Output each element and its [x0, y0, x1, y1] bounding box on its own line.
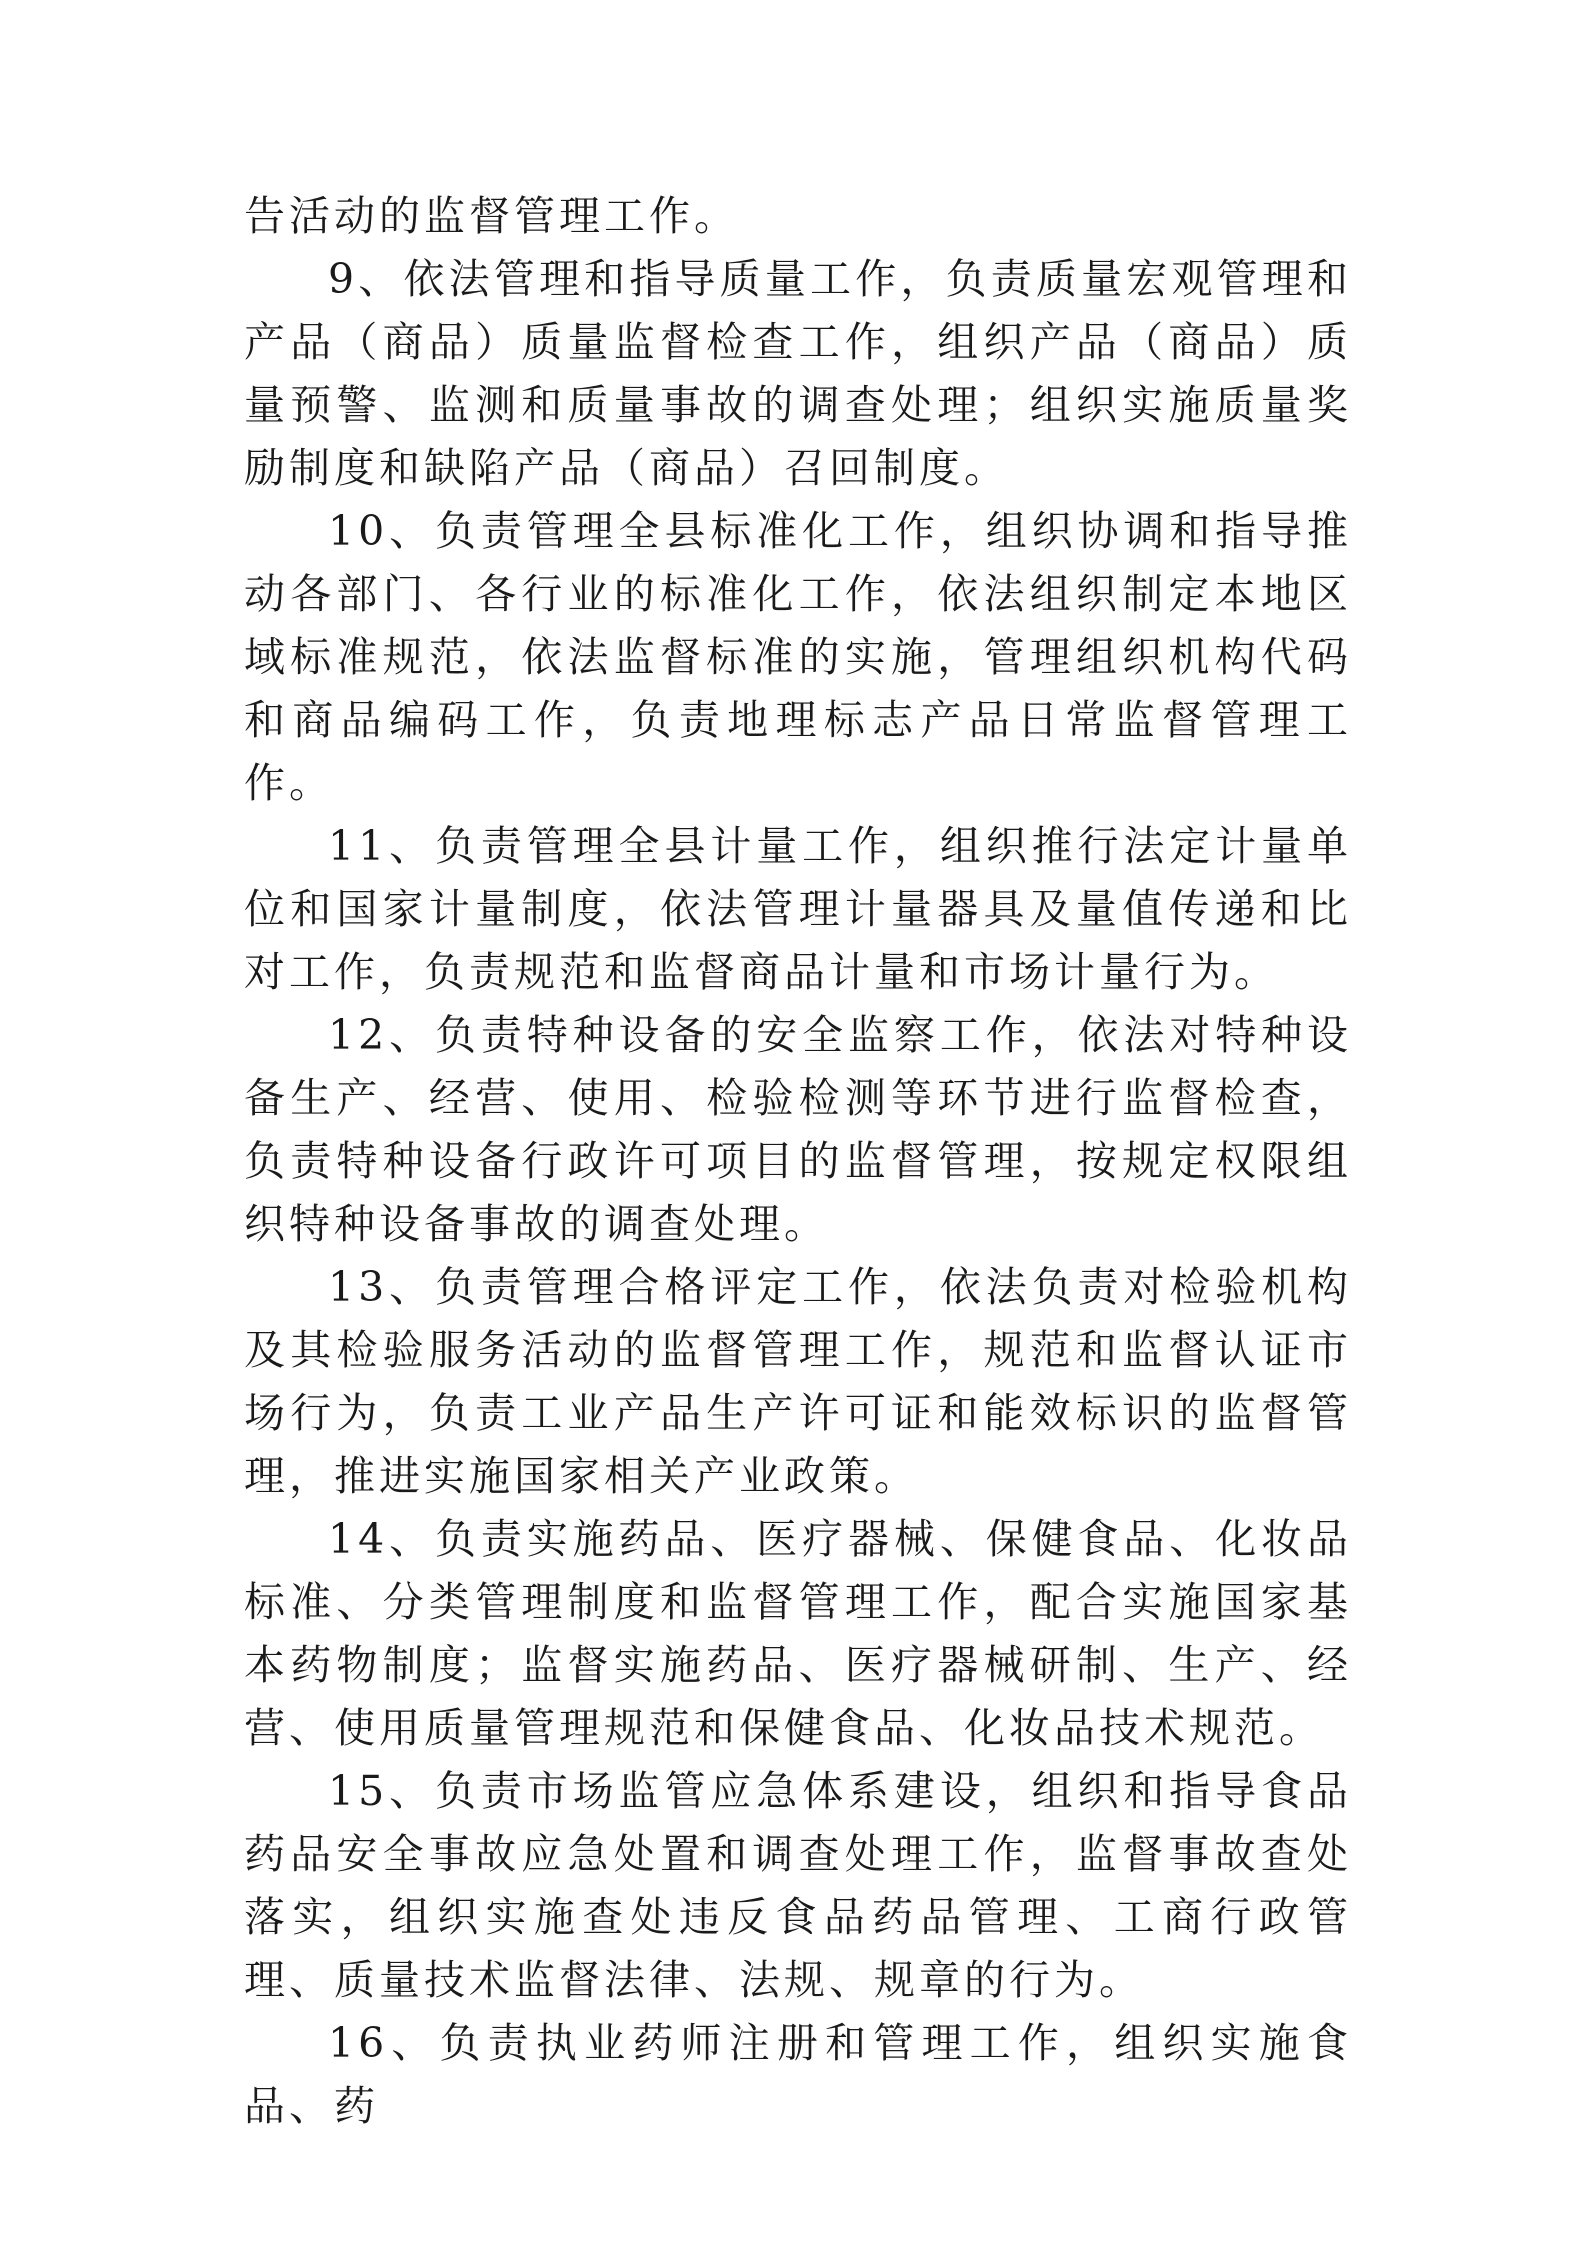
paragraph-item-10: 10、负责管理全县标准化工作，组织协调和指导推动各部门、各行业的标准化工作，依法组织制定本地区域标准规范，依法监督标准的实施，管理组织机构代码和商品编码工作，负责地理标志产品日常监督管理工作。: [244, 507, 1352, 807]
paragraph-item-11: 11、负责管理全县计量工作，组织推行法定计量单位和国家计量制度，依法管理计量器具及量值传递和比对工作，负责规范和监督商品计量和市场计量行为。: [244, 822, 1352, 996]
document-body: [244, 185, 1352, 2138]
paragraph-item-16: 16、负责执业药师注册和管理工作，组织实施食品、药: [244, 2019, 1352, 2130]
paragraph-item-15: 15、负责市场监管应急体系建设，组织和指导食品药品安全事故应急处置和调查处理工作，监督事故查处落实，组织实施查处违反食品药品管理、工商行政管理、质量技术监督法律、法规、规章的行为。: [244, 1767, 1352, 2004]
paragraph-item-13: 13、负责管理合格评定工作，依法负责对检验机构及其检验服务活动的监督管理工作，规范和监督认证市场行为，负责工业产品生产许可证和能效标识的监督管理，推进实施国家相关产业政策。: [244, 1263, 1352, 1500]
paragraph-item-12: 12、负责特种设备的安全监察工作，依法对特种设备生产、经营、使用、检验检测等环节进行监督检查，负责特种设备行政许可项目的监督管理，按规定权限组织特种设备事故的调查处理。: [244, 1011, 1352, 1248]
paragraph-continuation: 告活动的监督管理工作。: [244, 192, 739, 240]
paragraph-item-14: 14、负责实施药品、医疗器械、保健食品、化妆品标准、分类管理制度和监督管理工作，配合实施国家基本药物制度；监督实施药品、医疗器械研制、生产、经营、使用质量管理规范和保健食品、化妆品技术规范。: [244, 1515, 1352, 1752]
paragraph-item-9: 9、依法管理和指导质量工作，负责质量宏观管理和产品（商品）质量监督检查工作，组织产品（商品）质量预警、监测和质量事故的调查处理；组织实施质量奖励制度和缺陷产品（商品）召回制度。: [244, 255, 1352, 492]
